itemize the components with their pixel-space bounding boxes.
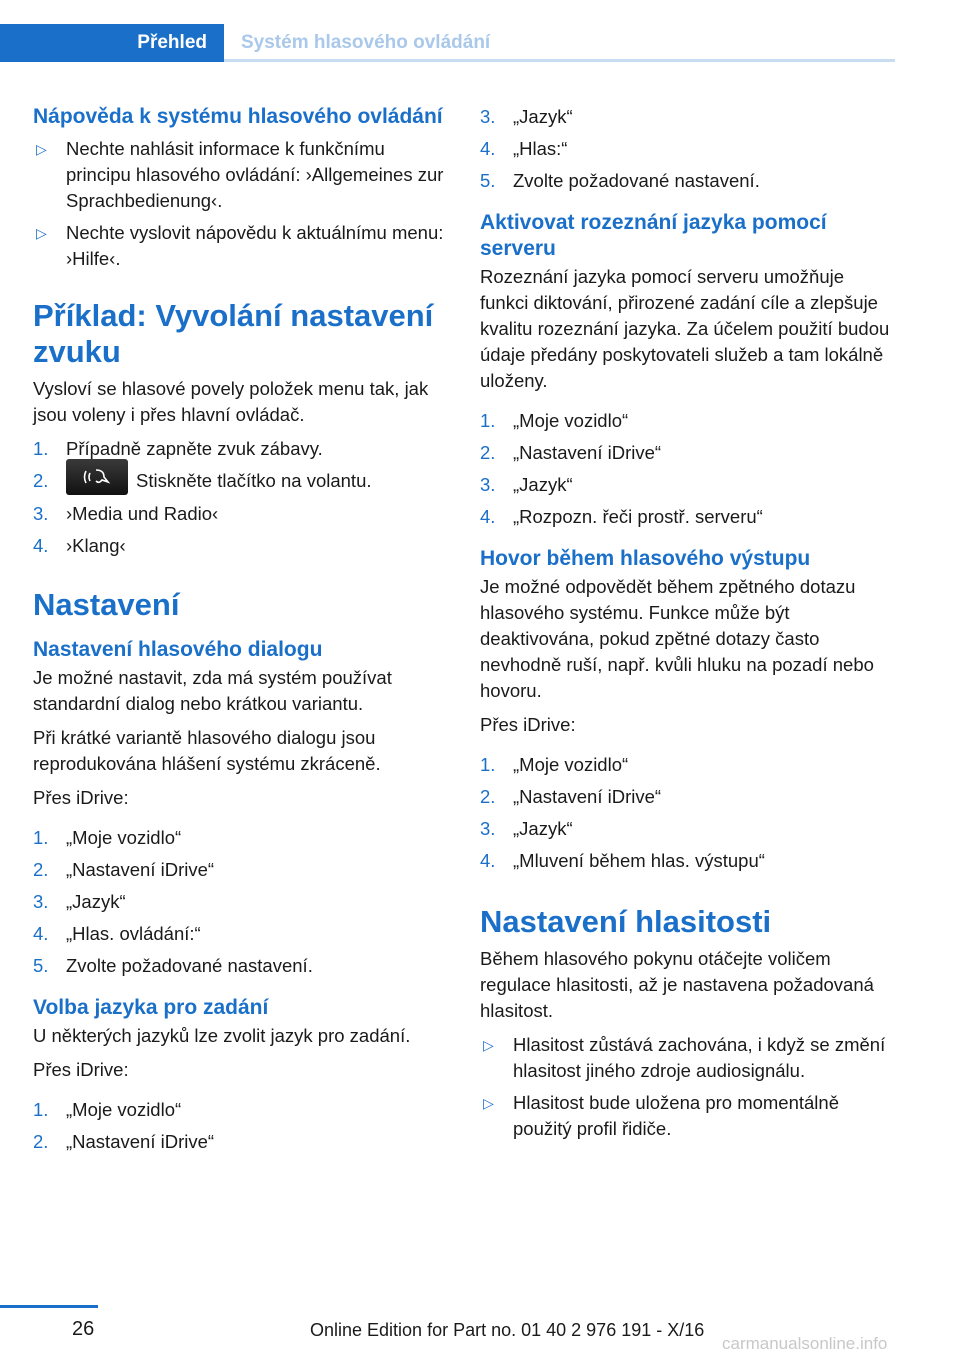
watermark: carmanualsonline.info: [722, 1334, 888, 1353]
list-item: 2. Stiskněte tlačítko na volantu.: [33, 468, 449, 495]
list-item: 5. Zvolte požadované nastavení.: [33, 955, 313, 977]
server-paragraph: Rozeznání jazyka pomocí serveru umožňuje funkci diktování, přirozené zadání cíle a zlepšuje kvalitu rozeznání jazyka. Za účelem použití budou údaje předány poskytovateli služeb a tam lokálně uloženy.: [480, 266, 890, 391]
list-item: ▷ Nechte nahlásit informace k funkčnímu principu hlasového ovládání: ›Allgemeines zur Sprachbedienung‹.: [36, 138, 444, 211]
language-steps-continued: [480, 104, 896, 194]
dialog-heading: Nastavení hlasového dialogu: [33, 638, 323, 662]
list-item: ▷ Nechte vyslovit nápovědu k aktuálnímu menu: ›Hilfe‹.: [36, 222, 444, 269]
list-item: 2. „Nastavení iDrive“: [480, 786, 662, 807]
language-heading: Volba jazyka pro zadání: [33, 996, 269, 1020]
dialog-steps: [33, 825, 449, 979]
triangle-bullet-icon: ▷: [483, 1037, 494, 1053]
list-item: 4. „Hlas. ovládání:“: [33, 923, 201, 945]
volume-list: [480, 1032, 896, 1142]
dialog-paragraph-2: Při krátké variantě hlasového dialogu jsou reprodukována hlášení systému zkráceně.: [33, 727, 381, 775]
list-item: 1. „Moje vozidlo“: [480, 754, 629, 775]
triangle-bullet-icon: ▷: [483, 1095, 494, 1111]
list-item: 1. „Moje vozidlo“: [480, 410, 629, 431]
server-steps: [480, 408, 896, 530]
header-rule: [224, 59, 895, 62]
list-item: 4. „Rozpozn. řeči prostř. serveru“: [480, 506, 763, 527]
help-heading: Nápověda k systému hlasového ovládání: [33, 105, 443, 128]
left-column: [33, 104, 449, 1161]
page-number: 26: [72, 1318, 95, 1340]
list-item: 3. „Jazyk“: [480, 106, 573, 127]
chapter-tab[interactable]: Přehled: [0, 24, 224, 62]
list-item: 5. Zvolte požadované nastavení.: [480, 170, 760, 191]
list-item: 3. „Jazyk“: [33, 891, 126, 913]
language-steps: [33, 1097, 449, 1155]
right-column: [480, 104, 896, 1148]
list-item: 2. „Nastavení iDrive“: [480, 442, 662, 463]
settings-heading: Nastavení: [33, 587, 180, 623]
list-item: 3. ›Media und Radio‹: [33, 503, 219, 525]
list-item: 4. ›Klang‹: [33, 535, 126, 557]
dialog-via: Přes iDrive:: [33, 787, 129, 809]
speech-heading: Hovor během hlasového výstupu: [480, 547, 811, 570]
list-item: 1. Případně zapněte zvuk zábavy.: [33, 438, 323, 459]
server-heading: Aktivovat rozeznání jazyka pomocí serveru: [480, 211, 827, 260]
speech-paragraph: Je možné odpovědět během zpětného dotazu hlasového systému. Funkce může být deaktivována, pokud zpětné dotazy často nevhodně ruší, např. kvůli hluku na pozadí nebo hovoru.: [480, 576, 874, 701]
list-item: 2. „Nastavení iDrive“: [33, 859, 215, 881]
speech-via: Přes iDrive:: [480, 714, 576, 735]
section-tab[interactable]: Systém hlasového ovládání: [241, 32, 491, 53]
edition-note: Online Edition for Part no. 01 40 2 976 191 - X/16: [310, 1320, 705, 1340]
page-header: [0, 24, 895, 62]
volume-heading: Nastavení hlasitosti: [480, 904, 772, 939]
list-item: 2. „Nastavení iDrive“: [33, 1131, 215, 1153]
dialog-paragraph-1: Je možné nastavit, zda má systém používat standardní dialog nebo krátkou variantu.: [33, 667, 392, 715]
example-heading: Příklad: Vyvolání nastavení zvuku: [33, 298, 434, 369]
voice-button-icon: [66, 459, 128, 495]
example-steps: [33, 436, 449, 559]
speech-steps: [480, 752, 896, 874]
volume-paragraph: Během hlasového pokynu otáčejte voličem regulace hlasitosti, až je nastavena požadovaná hlasitost.: [480, 948, 874, 1021]
list-item: 3. „Jazyk“: [480, 818, 573, 839]
list-item: 4. „Mluvení během hlas. výstupu“: [480, 850, 765, 871]
list-item: ▷ Hlasitost bude uložena pro momentálně použitý profil řidiče.: [483, 1092, 839, 1139]
list-item: 3. „Jazyk“: [480, 474, 573, 495]
triangle-bullet-icon: ▷: [36, 141, 47, 157]
footer-rule: [0, 1305, 98, 1308]
example-intro: Vysloví se hlasové povely položek menu tak, jak jsou voleny i přes hlavní ovládač.: [33, 378, 429, 425]
list-item: 1. „Moje vozidlo“: [33, 827, 182, 849]
help-list: [33, 136, 449, 272]
list-item: 4. „Hlas:“: [480, 138, 568, 159]
language-paragraph: U některých jazyků lze zvolit jazyk pro zadání.: [33, 1025, 411, 1047]
triangle-bullet-icon: ▷: [36, 225, 47, 241]
list-item: 1. „Moje vozidlo“: [33, 1099, 182, 1121]
language-via: Přes iDrive:: [33, 1059, 129, 1081]
list-item: ▷ Hlasitost zůstává zachována, i když se změní hlasitost jiného zdroje audiosignálu.: [483, 1034, 886, 1081]
